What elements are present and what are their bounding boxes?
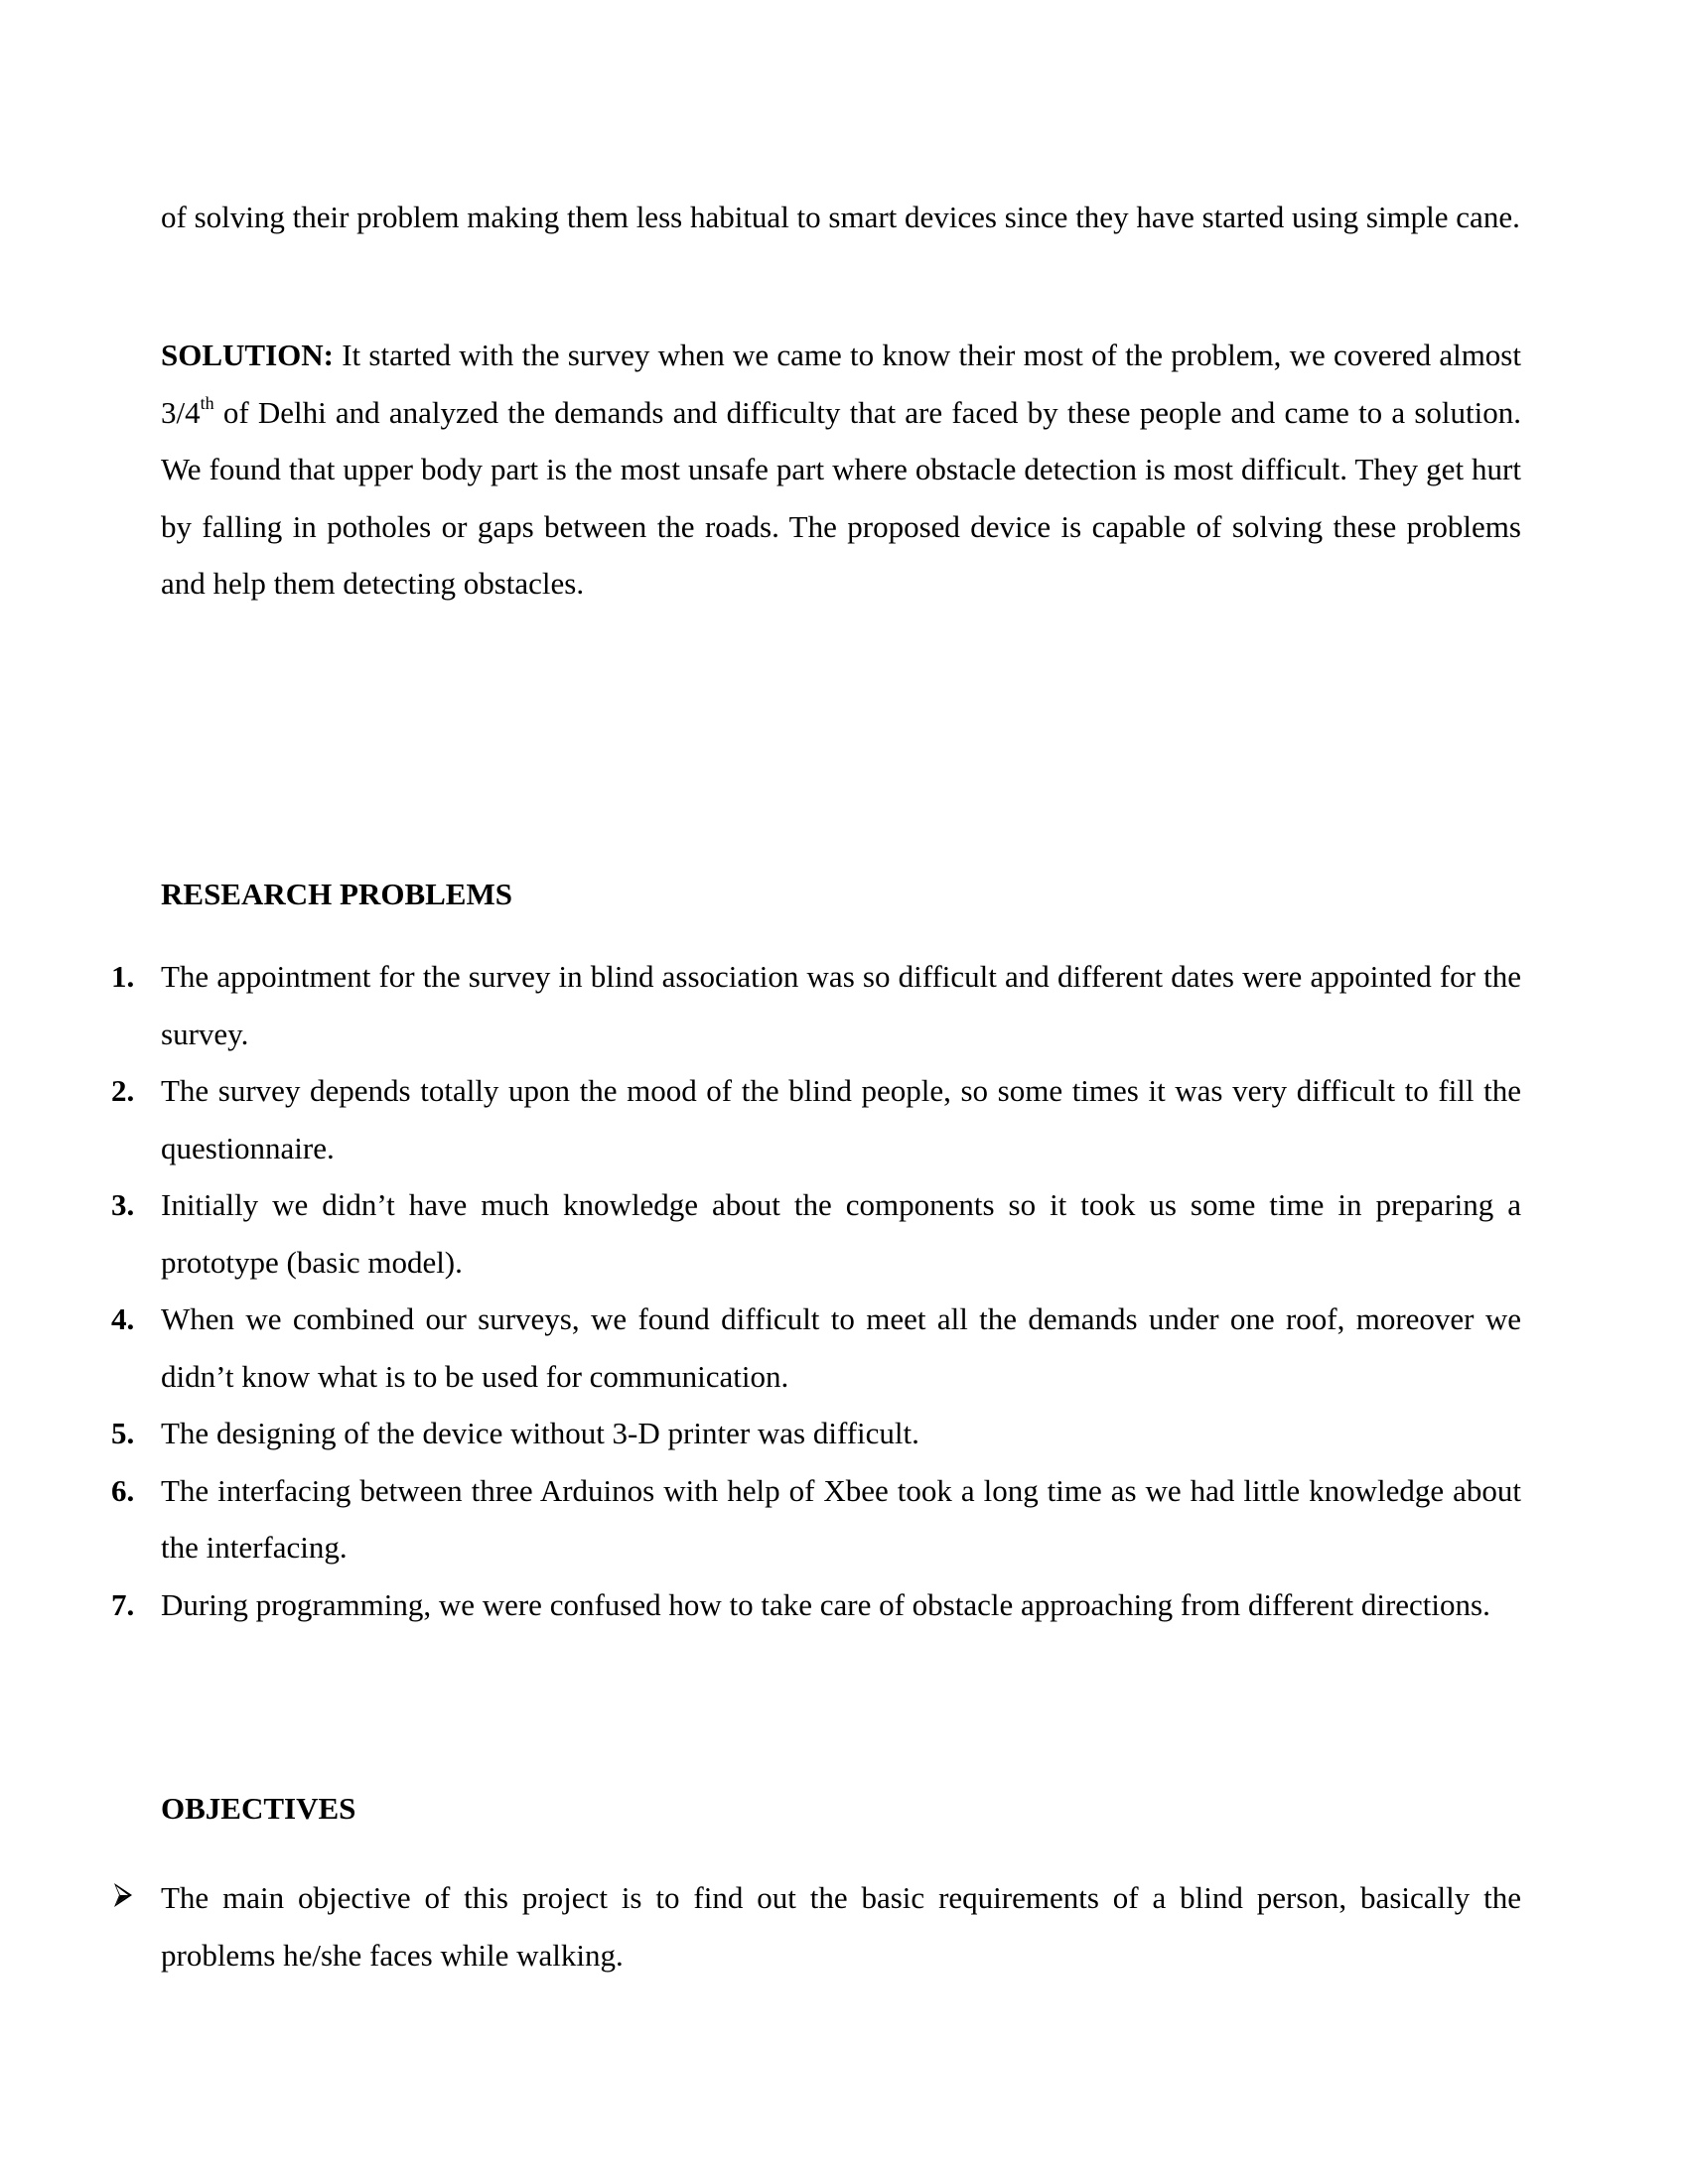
objectives-list-block [161, 1869, 1521, 1983]
item-number: 5. [111, 1416, 135, 1450]
solution-label: SOLUTION: [161, 338, 334, 372]
item-number: 2. [111, 1073, 135, 1108]
research-problem-item [111, 1291, 1521, 1405]
item-text: The interfacing between three Arduinos with help of Xbee took a long time as we had little knowledge about the interfacing. [161, 1472, 1521, 1565]
intro-paragraph: of solving their problem making them less habitual to smart devices since they have started using simple cane. [161, 200, 1520, 234]
item-text: Initially we didn’t have much knowledge about the components so it took us some time in preparing a prototype (basic model). [161, 1187, 1521, 1280]
research-problem-item [111, 1176, 1521, 1291]
item-text: The appointment for the survey in blind association was so difficult and different dates were appointed for the survey. [161, 959, 1521, 1051]
research-problems-heading-block [161, 875, 1521, 914]
research-problem-item [111, 1462, 1521, 1576]
arrowhead-bullet-icon [113, 1882, 133, 1908]
solution-text-part-1: It started with the survey when we came to know their most of the problem, we covered almost 3/4 [161, 338, 1521, 430]
intro-paragraph-block [161, 189, 1521, 246]
objective-text: The main objective of this project is to find out the basic requirements of a blind person, basically the problems he/she faces while walking. [161, 1880, 1521, 1973]
research-problems-list [111, 948, 1521, 1633]
item-number: 4. [111, 1301, 135, 1336]
research-problem-item [111, 1576, 1521, 1634]
objectives-heading: OBJECTIVES [161, 1791, 356, 1826]
item-text: The designing of the device without 3-D printer was difficult. [161, 1416, 919, 1450]
item-number: 6. [111, 1472, 135, 1508]
item-number: 1. [111, 959, 135, 994]
item-text: When we combined our surveys, we found difficult to meet all the demands under one roof, moreover we didn’t know what is to be used for communication. [161, 1301, 1521, 1394]
item-number: 7. [111, 1586, 135, 1622]
objective-item [161, 1869, 1521, 1983]
research-problems-list-block [111, 948, 1521, 1633]
item-text: The survey depends totally upon the mood of the blind people, so some times it was very difficult to fill the questionnaire. [161, 1073, 1521, 1165]
ordinal-superscript: th [200, 392, 214, 413]
research-problem-item [111, 1405, 1521, 1462]
research-problem-item [111, 948, 1521, 1062]
solution-paragraph-block [161, 327, 1521, 613]
item-text: During programming, we were confused how to take care of obstacle approaching from different directions. [161, 1586, 1490, 1622]
solution-paragraph [161, 327, 1521, 613]
item-number: 3. [111, 1187, 135, 1222]
objectives-heading-block [161, 1789, 1521, 1829]
research-problem-item [111, 1062, 1521, 1176]
solution-text-part-2: of Delhi and analyzed the demands and difficulty that are faced by these people and came to a solution. We found that upper body part is the most unsafe part where obstacle detection is most difficult. They get hurt by falling in potholes or gaps between the roads. The proposed device is capable of solving these problems and help them detecting obstacles. [161, 394, 1521, 601]
research-problems-heading: RESEARCH PROBLEMS [161, 877, 512, 911]
